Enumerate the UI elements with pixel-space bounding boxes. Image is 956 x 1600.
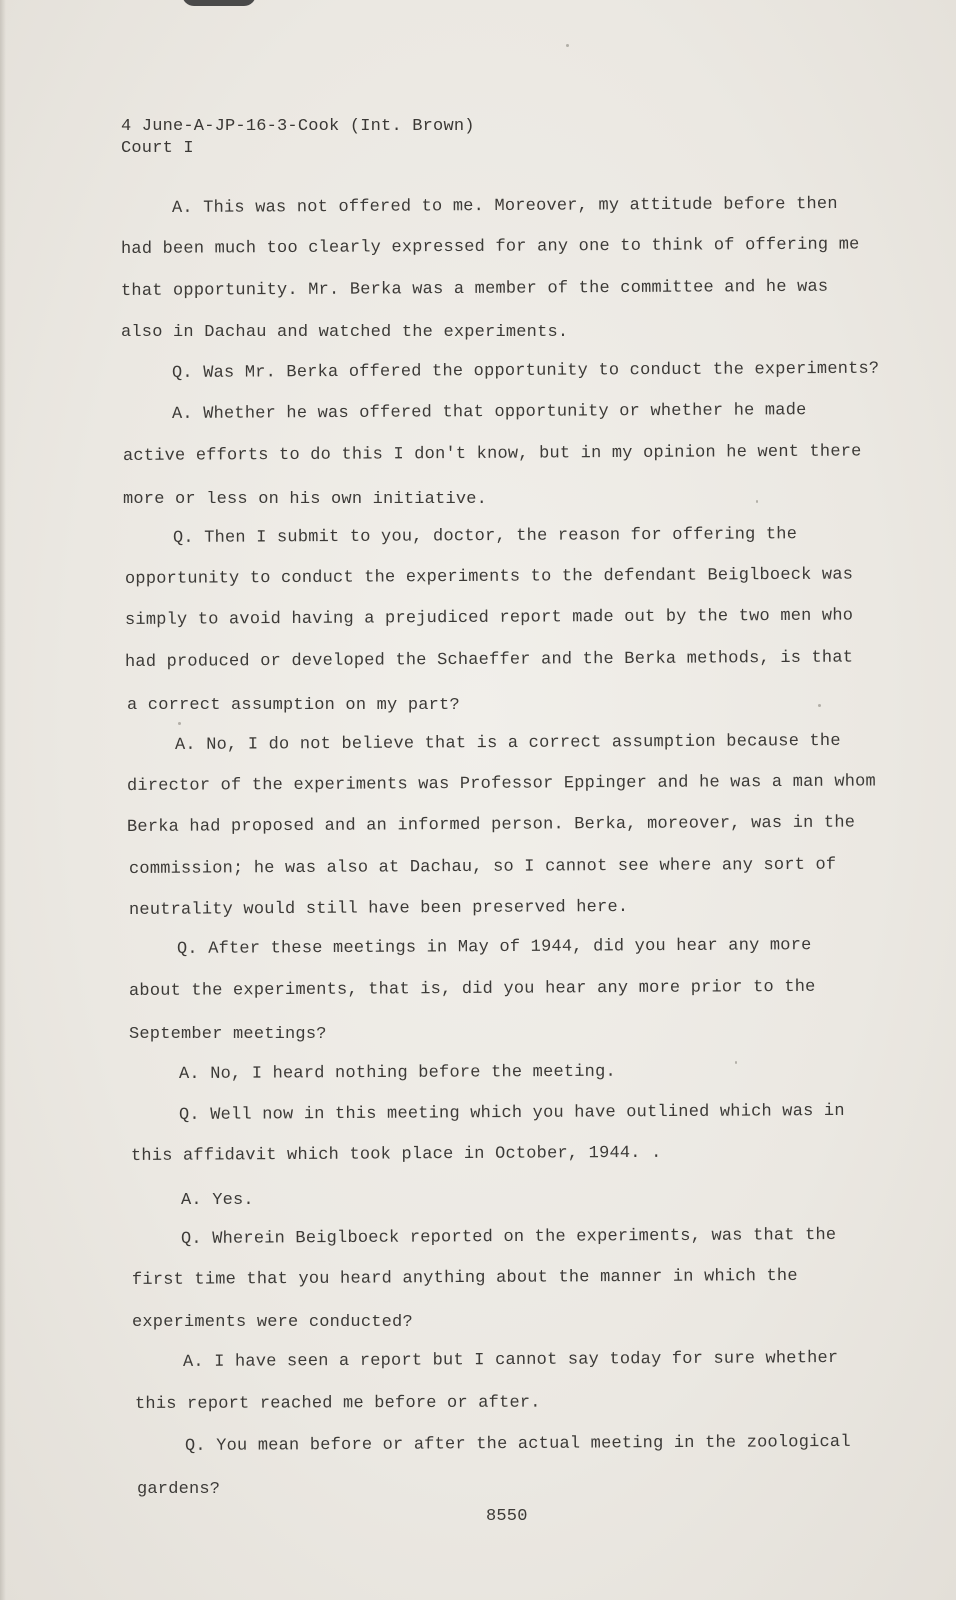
transcript-line: active efforts to do this I don't know, but in my opinion he went there bbox=[122, 442, 862, 466]
transcript-line: A. No, I do not believe that is a correct assumption because the bbox=[174, 731, 841, 755]
transcript-line: Q. Then I submit to you, doctor, the reason for offering the bbox=[172, 525, 798, 548]
transcript-line: opportunity to conduct the experiments to the defendant Beiglboeck was bbox=[124, 565, 854, 589]
transcript-line: neutrality would still have been preserved here. bbox=[128, 897, 629, 920]
transcript-line: Q. Wherein Beiglboeck reported on the experiments, was that the bbox=[180, 1225, 837, 1249]
paper-speck bbox=[735, 1061, 737, 1064]
transcript-line: Q. You mean before or after the actual meeting in the zoological bbox=[184, 1432, 851, 1456]
transcript-line: Q. Was Mr. Berka offered the opportunity to conduct the experiments? bbox=[171, 359, 880, 383]
transcript-line: this report reached me before or after. bbox=[134, 1393, 541, 1414]
paper-speck bbox=[756, 500, 758, 503]
transcript-line: this affidavit which took place in October, 1944. . bbox=[130, 1143, 662, 1166]
transcript-line: A. Whether he was offered that opportunity or whether he made bbox=[171, 401, 807, 424]
transcript-line: September meetings? bbox=[129, 1025, 327, 1044]
transcript-line: director of the experiments was Professor Eppinger and he was a man whom bbox=[126, 772, 876, 796]
transcript-line: Berka had proposed and an informed person. Berka, moreover, was in the bbox=[126, 813, 856, 837]
transcript-line: Q. After these meetings in May of 1944, did you hear any more bbox=[176, 936, 812, 959]
transcript-line: simply to avoid having a prejudiced report made out by the two men who bbox=[124, 606, 854, 630]
transcript-line: commission; he was also at Dachau, so I cannot see where any sort of bbox=[128, 855, 837, 879]
transcript-line: had produced or developed the Schaeffer and the Berka methods, is that bbox=[124, 648, 854, 672]
transcript-line: had been much too clearly expressed for any one to think of offering me bbox=[120, 235, 860, 259]
paper-speck bbox=[178, 722, 181, 725]
paper-speck bbox=[818, 704, 821, 707]
paper-speck bbox=[566, 44, 569, 47]
transcript-line: A. Yes. bbox=[181, 1191, 254, 1210]
transcript-line: Q. Well now in this meeting which you have outlined which was in bbox=[178, 1101, 845, 1125]
header-court: Court I bbox=[121, 139, 194, 158]
transcript-line: A. This was not offered to me. Moreover, my attitude before then bbox=[171, 194, 838, 218]
transcript-line: more or less on his own initiative. bbox=[123, 490, 488, 509]
header-reference: 4 June-A-JP-16-3-Cook (Int. Brown) bbox=[121, 117, 475, 136]
transcript-line: first time that you heard anything about the manner in which the bbox=[131, 1266, 798, 1290]
transcript-line: about the experiments, that is, did you hear any more prior to the bbox=[128, 977, 816, 1001]
transcript-line: A. No, I heard nothing before the meeting. bbox=[178, 1062, 616, 1084]
transcript-line: that opportunity. Mr. Berka was a member of the committee and he was bbox=[120, 277, 829, 301]
transcript-line: A. I have seen a report but I cannot say today for sure whether bbox=[182, 1348, 839, 1372]
transcript-line: gardens? bbox=[137, 1480, 221, 1499]
transcript-line: a correct assumption on my part? bbox=[127, 696, 460, 715]
transcript-line: also in Dachau and watched the experiments. bbox=[121, 323, 569, 342]
page-number: 8550 bbox=[486, 1507, 528, 1526]
transcript-line: experiments were conducted? bbox=[132, 1313, 413, 1332]
